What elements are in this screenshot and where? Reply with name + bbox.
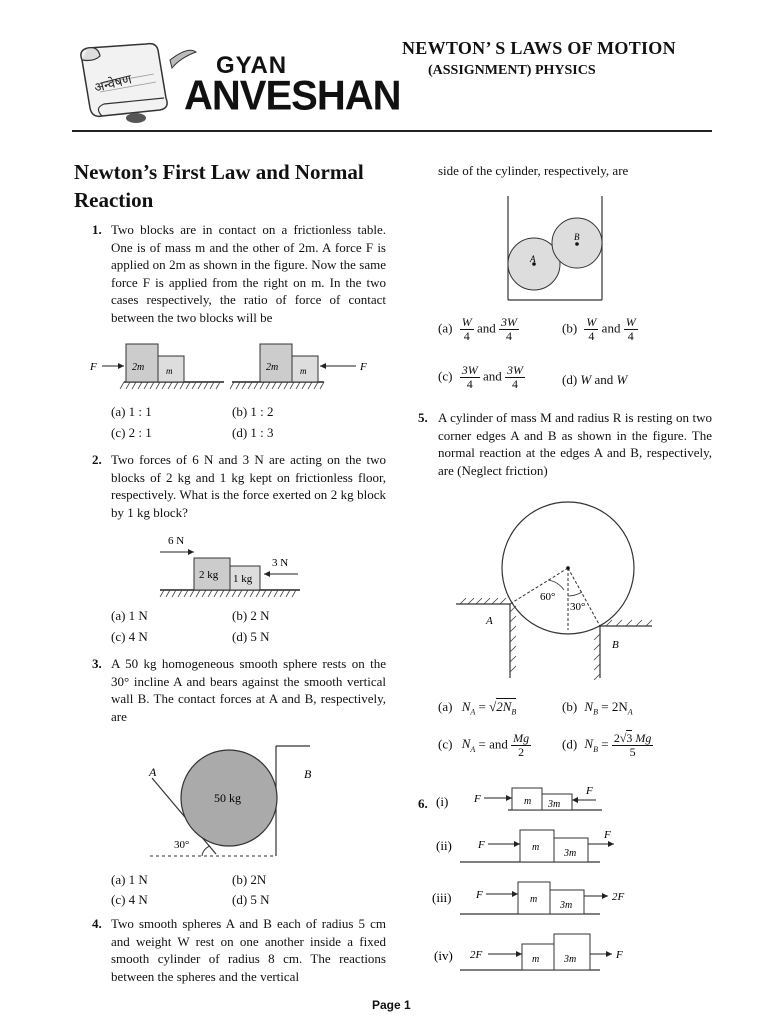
svg-text:F: F (604, 829, 611, 841)
logo-main-text: ANVESHAN (184, 72, 401, 120)
svg-text:3m: 3m (564, 954, 577, 965)
logo-top-text: GYAN (216, 52, 288, 79)
q3-option-d[interactable]: (d) 5 N (232, 892, 270, 907)
question-text: Two blocks are in contact on a frictionless table. One is of mass m and the other of 2m. A force F is applied on 2m as shown in the figure. Now the same force F is applied from the right on m. In the two cases respectively, the ratio of force of contact between the two blocks will be (111, 222, 386, 325)
label-angle: 30° (174, 839, 190, 851)
label-b: B (304, 767, 312, 781)
svg-text:A: A (530, 254, 536, 264)
q1-option-a[interactable]: (a) 1 : 1 (111, 404, 152, 419)
svg-text:A: A (486, 615, 493, 627)
svg-text:F: F (474, 793, 481, 805)
force-label: F (90, 361, 97, 373)
label-2m: 2m (132, 362, 145, 373)
q5-option-a[interactable]: (a) $N_A = √2N_B$ (438, 699, 517, 717)
question-6-number: 6. (418, 796, 428, 811)
svg-text:(i): (i) (436, 794, 449, 809)
q5-option-c[interactable]: (c) $N_A$ = and $\frac{Mg}{2}$ (438, 731, 530, 759)
force-6n-label: 6 N (168, 535, 185, 547)
q3-figure (140, 740, 330, 864)
label-m: m (166, 366, 173, 376)
svg-text:60°: 60° (540, 591, 556, 603)
svg-text:F: F (478, 839, 485, 851)
q1-option-d[interactable]: (d) 1 : 3 (232, 425, 274, 440)
q1-figure (88, 338, 388, 398)
section-title: Newton’s First Law and Normal Reaction (74, 160, 364, 212)
q3-option-c[interactable]: (c) 4 N (111, 892, 148, 907)
q6-row-4 (430, 930, 630, 976)
svg-text:2 kg: 2 kg (199, 569, 219, 581)
question-text: Two smooth spheres A and B each of radius 5 cm and weight W rest on one another inside a fixed smooth cylinder of radius 8 cm. The reactions between the spheres and the vertical (111, 916, 386, 984)
svg-text:m: m (532, 954, 540, 965)
q1-option-b[interactable]: (b) 1 : 2 (232, 404, 274, 419)
question-number: 5. (418, 410, 428, 425)
q5-option-d[interactable]: (d) $N_B$ = $\frac{2√3 Mg}{5}$ (562, 731, 652, 759)
svg-text:2F: 2F (612, 891, 625, 903)
scroll-text: अन्वेषण (92, 71, 134, 96)
q6-row-2 (430, 824, 630, 868)
svg-text:B: B (612, 639, 619, 651)
q5-option-b[interactable]: (b) $N_B = 2N_A$ (562, 699, 633, 717)
svg-text:F: F (476, 889, 483, 901)
svg-text:1 kg: 1 kg (233, 573, 253, 585)
svg-text:(iv): (iv) (434, 948, 453, 963)
svg-text:3m: 3m (564, 848, 577, 859)
q1-option-c[interactable]: (c) 2 : 1 (111, 425, 152, 440)
svg-text:(iii): (iii) (432, 890, 452, 905)
q2-option-a[interactable]: (a) 1 N (111, 608, 148, 623)
q4-figure (500, 192, 610, 304)
question-text: A 50 kg homogeneous smooth sphere rests on the 30° incline A and bears against the smooth vertical wall B. The contact forces at A and B, respectively, are (111, 656, 386, 724)
question-number: 2. (92, 452, 102, 467)
svg-text:m: m (524, 796, 532, 807)
scroll-logo-icon (70, 38, 200, 128)
label-a: A (149, 765, 157, 779)
q4-option-b[interactable]: (b) $\frac{W}{4}$ and $\frac{W}{4}$ (562, 315, 636, 343)
force-label-case2: F (360, 361, 367, 373)
q4-option-a[interactable]: (a) $\frac{W}{4}$ and $\frac{3W}{4}$ (438, 315, 517, 343)
logo (70, 38, 200, 128)
force-3n-label: 3 N (272, 557, 289, 569)
svg-text:2m: 2m (266, 362, 279, 373)
label-mass: 50 kg (214, 791, 241, 805)
question-number: 4. (92, 916, 102, 931)
question-number: 3. (92, 656, 102, 671)
q5-figure (452, 500, 662, 680)
svg-text:F: F (586, 785, 593, 797)
question-text: Two forces of 6 N and 3 N are acting on the two blocks of 2 kg and 1 kg kept on frictionless floor, respectively. What is the force exerted on 2 kg block by 1 kg block? (111, 452, 386, 520)
q4-option-c[interactable]: (c) $\frac{3W}{4}$ and $\frac{3W}{4}$ (438, 363, 523, 391)
svg-text:m: m (530, 894, 538, 905)
q3-option-a[interactable]: (a) 1 N (111, 872, 148, 887)
svg-text:(ii): (ii) (436, 838, 452, 853)
question-4-continued: side of the cylinder, respectively, are (438, 163, 629, 178)
q4-option-d[interactable]: (d) W and W (562, 372, 628, 387)
question-number: 1. (92, 222, 102, 237)
q3-option-b[interactable]: (b) 2N (232, 872, 267, 887)
svg-text:m: m (300, 366, 307, 376)
svg-text:B: B (574, 232, 580, 242)
q6-row-1 (430, 782, 630, 816)
question-text: A cylinder of mass M and radius R is resting on two corner edges A and B as shown in the figure. The normal reaction at the edges A and B, respectively, are (Neglect friction) (438, 410, 712, 478)
svg-text:3m: 3m (560, 900, 573, 911)
q6-row-3 (430, 876, 630, 920)
svg-text:3m: 3m (548, 799, 561, 810)
q2-option-c[interactable]: (c) 4 N (111, 629, 148, 644)
svg-text:30°: 30° (570, 601, 586, 613)
svg-text:m: m (532, 842, 540, 853)
header-title: NEWTON’ S LAWS OF MOTION (402, 38, 676, 58)
svg-text:F: F (616, 949, 623, 961)
q2-option-d[interactable]: (d) 5 N (232, 629, 270, 644)
svg-text:2F: 2F (470, 949, 483, 961)
header-subtitle: (ASSIGNMENT) PHYSICS (428, 63, 596, 78)
page-number: Page 1 (372, 998, 411, 1012)
q2-figure (150, 530, 310, 602)
header-divider (72, 130, 712, 132)
q2-option-b[interactable]: (b) 2 N (232, 608, 270, 623)
